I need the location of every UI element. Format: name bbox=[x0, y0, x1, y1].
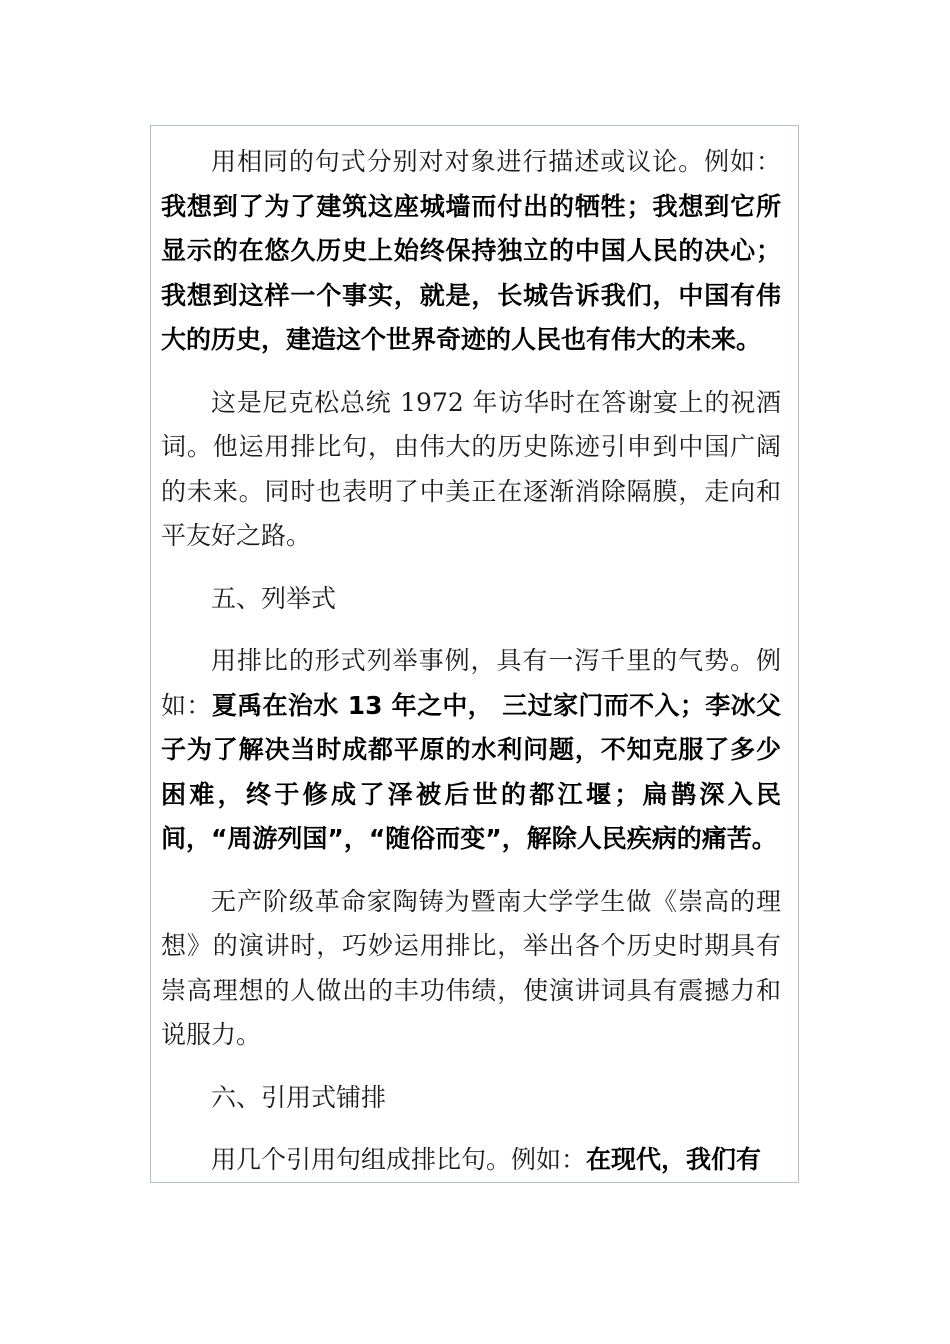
example-quote: 夏禹在治水 13 年之中， 三过家门而不入；李冰父子为了解决当时成都平原的水利问题，不知克服了多少困难，终于修成了泽被后世的都江堰；扁鹊深入民间，“周游列国”，“随俗而变”，解除人民疾病的痛苦。 bbox=[161, 690, 781, 853]
example-quote: 我想到了为了建筑这座城墙而付出的牺牲；我想到它所显示的在悠久历史上始终保持独立的中国人民的决心；我想到这样一个事实，就是，长城告诉我们，中国有伟大的历史，建造这个世界奇迹的人民也有伟大的未来。 bbox=[161, 191, 781, 354]
paragraph-enumeration bbox=[161, 639, 781, 862]
paragraph-nixon-explanation: 这是尼克松总统 1972 年访华时在答谢宴上的祝酒词。他运用排比句，由伟大的历史陈迹引申到中国广阔的未来。同时也表明了中美正在逐渐消除隔膜，走向和平友好之路。 bbox=[161, 387, 781, 550]
example-quote: 在现代，我们有 bbox=[586, 1145, 762, 1174]
document-content bbox=[161, 140, 781, 1183]
document-frame bbox=[150, 125, 799, 1183]
section-heading-quotation: 六、引用式铺排 bbox=[211, 1082, 387, 1112]
paragraph-taozhu-explanation: 无产阶级革命家陶铸为暨南大学学生做《崇高的理想》的演讲时，巧妙运用排比，举出各个历史时期具有崇高理想的人做出的丰功伟绩，使演讲词具有震撼力和说服力。 bbox=[161, 886, 781, 1049]
paragraph-intro: 用排比的形式列举事例，具有一泻千里的气势。例如： bbox=[161, 646, 781, 720]
section-heading-enumeration: 五、列举式 bbox=[211, 583, 337, 613]
paragraph-quotation bbox=[161, 1138, 781, 1183]
paragraph-parallel-sentence bbox=[161, 140, 781, 363]
paragraph-intro: 用相同的句式分别对对象进行描述或议论。例如： bbox=[211, 147, 781, 176]
paragraph-intro: 用几个引用句组成排比句。例如： bbox=[211, 1145, 587, 1174]
